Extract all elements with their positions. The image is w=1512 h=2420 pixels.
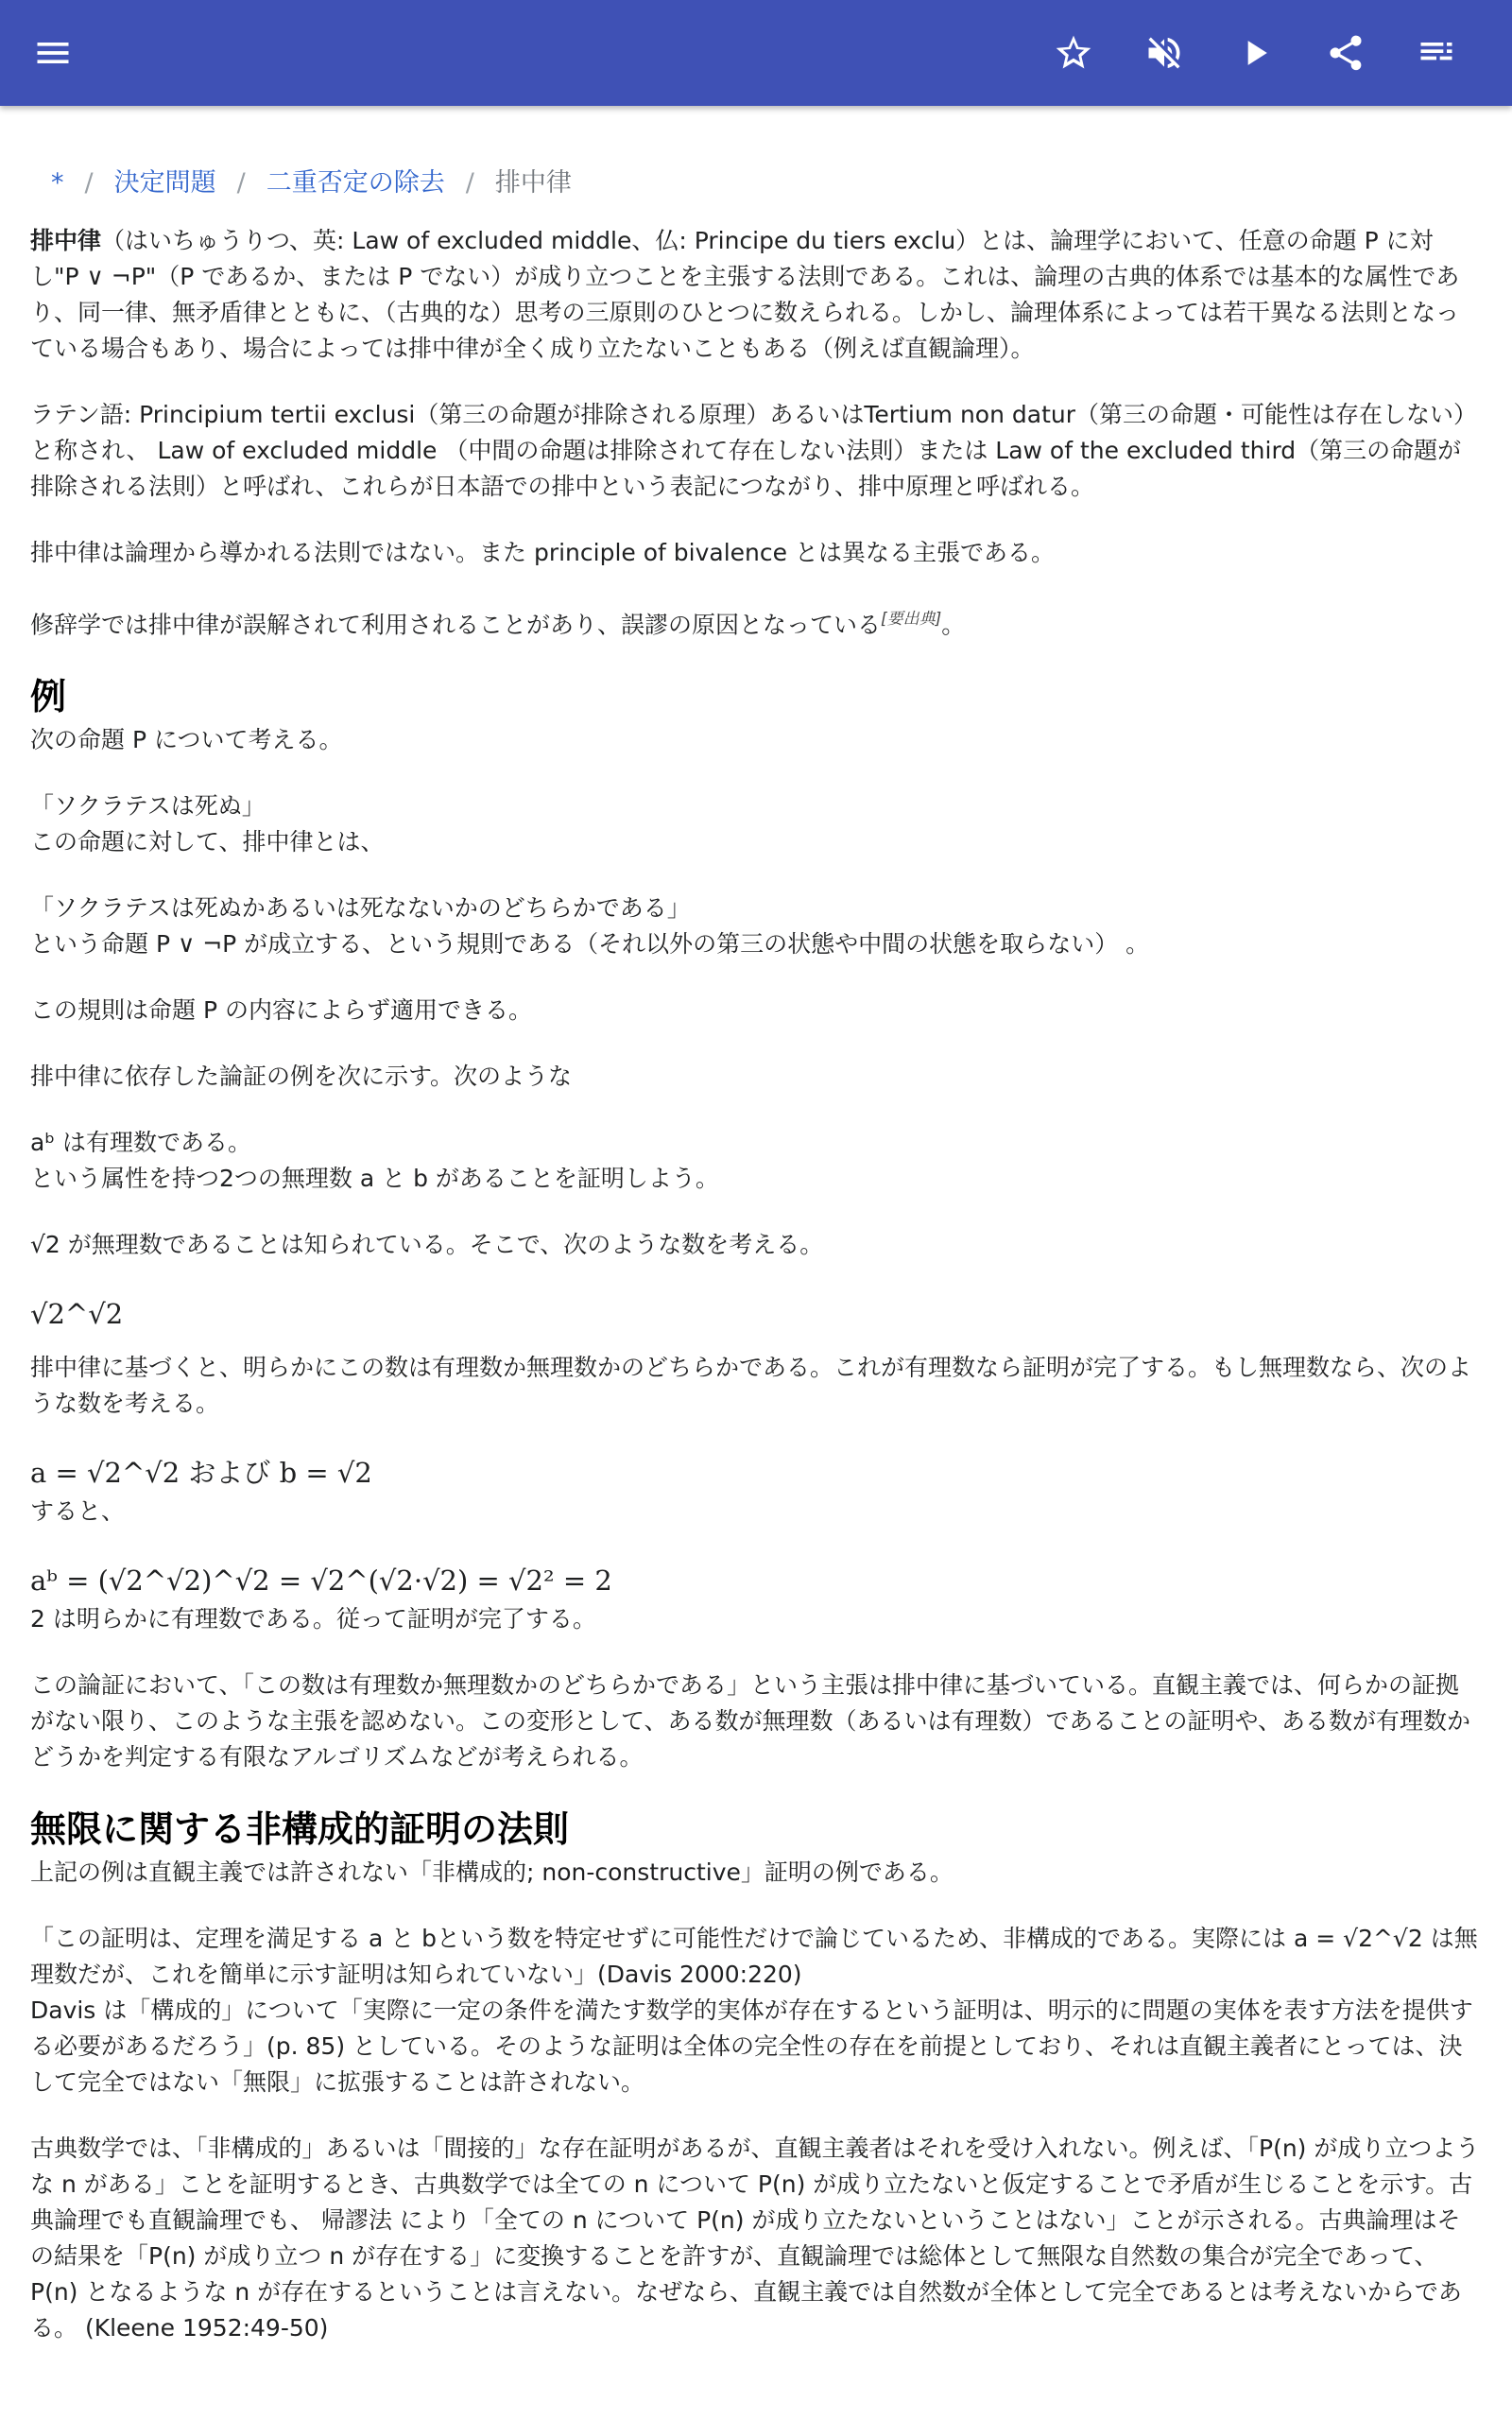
- share-icon: [1325, 32, 1366, 74]
- davis-quote: [30, 1921, 1482, 2100]
- breadcrumb: [30, 164, 1482, 202]
- sqrt2-irrational: √2 が無理数であることは知られている。そこで、次のような数を考える。: [30, 1231, 824, 1259]
- rhetoric-end: 。: [941, 611, 966, 639]
- davis-constructive-text: Davis は「構成的」について「実際に一定の条件を満たす数学的実体が存在するという証明は、明示的に問題の実体を表す方法を提供する必要があるだろう」(p. 85) としている。そのような証明は全体の完全性の存在を前提としており、それは直観主義者にとっては、決して完全ではない「無限」に拡張することは許されない。: [30, 1996, 1473, 2097]
- property-statement: aᵇ は有理数である。: [30, 1129, 251, 1157]
- example-rule: [30, 890, 1482, 962]
- example-socrates: [30, 788, 1482, 860]
- then-text: すると、: [30, 1497, 126, 1526]
- star-icon: [1053, 32, 1094, 74]
- proof-intro: 排中律に依存した論証の例を次に示す。次のような: [30, 1063, 573, 1091]
- article-content: [30, 106, 1482, 2377]
- latin-name-paragraph: ラテン語: Principium tertii exclusi（第三の命題が排除される原理）あるいはTertium non datur（第三の命題・可能性は存在しない）と称され、 Law of excluded middle （中間の命題は排除されて存在しない法則）または Law of the excluded third（第三の命題が排除される法則）と呼ばれ、これらが日本語での排中という表記につながり、排中原理と呼ばれる。: [30, 401, 1478, 500]
- proof-conclusion: 2 は明らかに有理数である。従って証明が完了する。: [30, 1605, 596, 1634]
- mute-button[interactable]: [1130, 19, 1198, 87]
- socrates-followup: この命題に対して、排中律とは、: [30, 828, 385, 856]
- formula-ab-computation: aᵇ = (√2^√2)^√2 = √2^(√2·√2) = √2² = 2: [30, 1564, 612, 1598]
- breadcrumb-home-link[interactable]: *: [51, 168, 64, 198]
- list-icon: [1416, 32, 1457, 74]
- intuitionism-note: この論証において、「この数は有理数か無理数かのどちらかである」という主張は排中律に基づいている。直観主義では、何らかの証拠がない限り、このような主張を認めない。この変形として、ある数が無理数（あるいは有理数）であることの証明や、ある数が有理数かどうかを判定する有限なアルゴリズムなどが考えられる。: [30, 1671, 1471, 1772]
- breadcrumb-separator: /: [465, 168, 474, 198]
- play-icon: [1234, 32, 1276, 74]
- property-goal: という属性を持つ2つの無理数 a と b があることを証明しよう。: [30, 1165, 719, 1193]
- contents-button[interactable]: [1402, 19, 1470, 87]
- breadcrumb-link-decision-problem[interactable]: 決定問題: [113, 168, 216, 198]
- breadcrumb-current: 排中律: [494, 168, 572, 198]
- intro-paragraph: [30, 223, 1482, 367]
- formula-sqrt2-power: √2^√2: [30, 1298, 124, 1331]
- davis-quote-text: 「この証明は、定理を満足する a と bという数を特定せずに可能性だけで論じているため、非構成的である。実際には a = √2^√2 は無理数だが、これを簡単に示す証明は知られていない」(Davis 2000:220): [30, 1925, 1478, 1989]
- rule-explanation: という命題 P ∨ ¬P が成立する、という規則である（それ以外の第三の状態や中間の状態を取らない） 。: [30, 930, 1150, 959]
- nonconstructive-intro: 上記の例は直観主義では許されない「非構成的; non-constructive」証明の例である。: [30, 1858, 954, 1887]
- section-heading-nonconstructive: 無限に関する非構成的証明の法則: [30, 1808, 570, 1851]
- rule-quote: 「ソクラテスは死ぬかあるいは死なないかのどちらかである」: [30, 894, 691, 923]
- example-intro: 次の命題 P について考える。: [30, 726, 343, 754]
- case-analysis: 排中律に基づくと、明らかにこの数は有理数か無理数かのどちらかである。これが有理数なら証明が完了する。もし無理数なら、次のような数を考える。: [30, 1354, 1472, 1418]
- formula-a-b-definition: a = √2^√2 および b = √2: [30, 1457, 372, 1490]
- socrates-quote: 「ソクラテスは死ぬ」: [30, 792, 266, 821]
- section-heading-example: 例: [30, 676, 67, 718]
- rhetoric-text: 修辞学では排中律が誤解されて利用されることがあり、誤謬の原因となっている: [30, 611, 882, 639]
- mute-icon: [1143, 32, 1185, 74]
- menu-button[interactable]: [19, 19, 87, 87]
- proof-property: [30, 1125, 1482, 1197]
- share-button[interactable]: [1312, 19, 1380, 87]
- intro-text: （はいちゅうりつ、英: Law of excluded middle、仏: Principe du tiers exclu）とは、論理学において、任意の命題 P に対し"P ∨ ¬P"（P であるか、または P でない）が成り立つことを主張する法則である。これは、論理の古典的体系では基本的な属性であり、同一律、無矛盾律とともに、（古典的な）思考の三原則のひとつに数えられる。しかし、論理体系によっては若干異なる法則となっている場合もあり、場合によっては排中律が全く成り立たないこともある（例えば直観論理）。: [30, 227, 1460, 362]
- hamburger-icon: [32, 32, 74, 74]
- bivalence-paragraph: 排中律は論理から導かれる法則ではない。また principle of bivalence とは異なる主張である。: [30, 539, 1055, 566]
- example-applies: この規則は命題 P の内容によらず適用できる。: [30, 996, 532, 1025]
- rhetoric-paragraph: [30, 601, 1482, 643]
- citation-needed[interactable]: [要出典]: [881, 610, 942, 629]
- play-button[interactable]: [1221, 19, 1289, 87]
- app-bar: [0, 0, 1512, 106]
- breadcrumb-separator: /: [84, 168, 94, 198]
- breadcrumb-link-double-negation[interactable]: 二重否定の除去: [266, 168, 445, 198]
- breadcrumb-separator: /: [236, 168, 246, 198]
- favorite-button[interactable]: [1040, 19, 1108, 87]
- intro-term: 排中律: [30, 227, 102, 254]
- classical-vs-intuitionist: 古典数学では、「非構成的」あるいは「間接的」な存在証明があるが、直観主義者はそれを受け入れない。例えば、「P(n) が成り立つような n がある」ことを証明するとき、古典数学では全ての n について P(n) が成り立たないと仮定することで矛盾が生じることを示す。古典論理でも直観論理でも、 帰謬法 により「全ての n について P(n) が成り立たないということはない」ことが示される。古典論理はその結果を「P(n) が成り立つ n が存在する」に変換することを許すが、直観論理では総体として無限な自然数の集合が完全であって、P(n) となるような n が存在するということは言えない。なぜなら、直観主義では自然数が全体として完全であるとは考えないからである。 (Kleene 1952:49-50): [30, 2135, 1480, 2342]
